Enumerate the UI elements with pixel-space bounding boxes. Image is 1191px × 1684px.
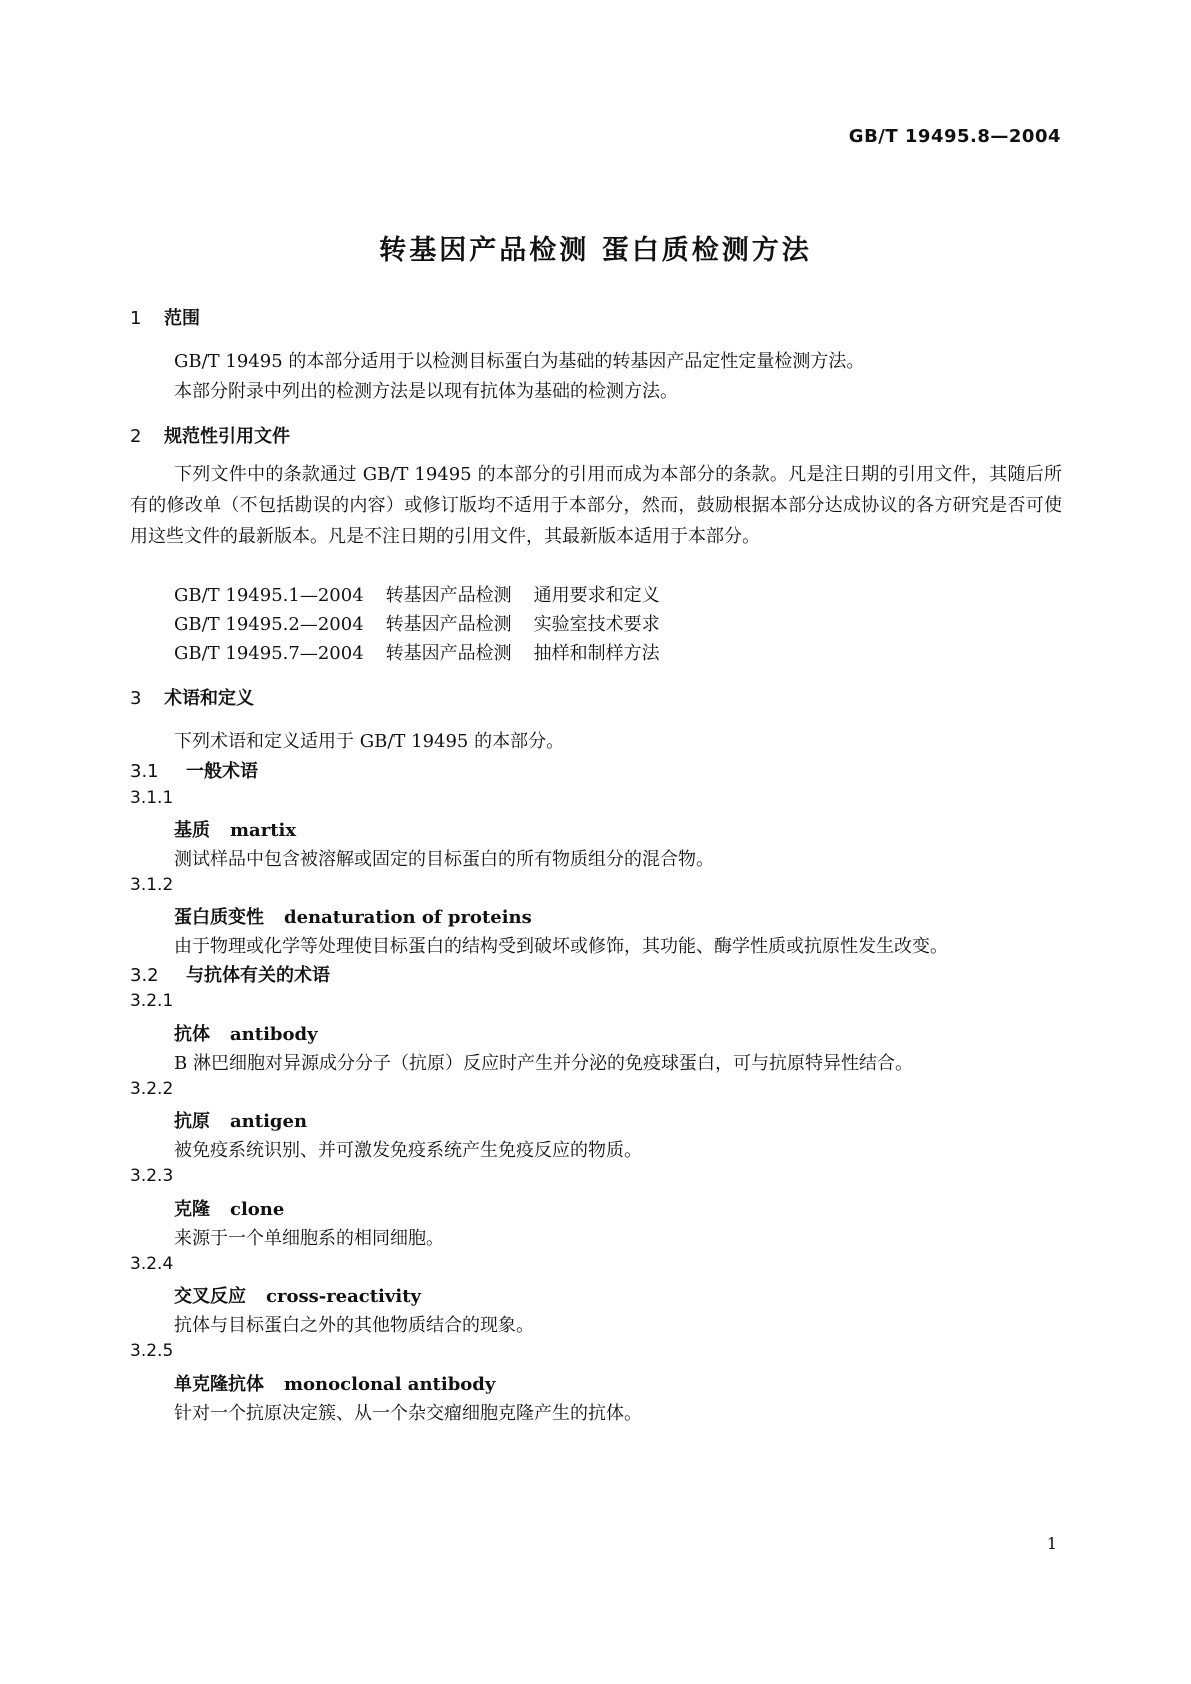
term-number: 3.2.5 — [130, 1341, 174, 1361]
term-number: 3.1.2 — [130, 875, 174, 895]
term-zh: 基质 — [174, 820, 210, 841]
reference-code: GB/T 19495.2—2004 — [174, 614, 364, 635]
term-number: 3.2.1 — [130, 991, 174, 1011]
term-heading — [174, 1020, 318, 1046]
term-en: martix — [230, 820, 297, 841]
reference-code: GB/T 19495.7—2004 — [174, 643, 364, 664]
reference-title: 转基因产品检测 — [385, 585, 512, 606]
scope-paragraph-1: GB/T 19495 的本部分适用于以检测目标蛋白为基础的转基因产品定性定量检测方法。 — [174, 351, 865, 372]
term-en: denaturation of proteins — [284, 907, 532, 928]
term-zh: 蛋白质变性 — [174, 907, 264, 928]
reference-title: 转基因产品检测 — [385, 643, 512, 664]
reference-code: GB/T 19495.1—2004 — [174, 585, 364, 606]
reference-title: 转基因产品检测 — [385, 614, 512, 635]
reference-subtitle: 通用要求和定义 — [533, 585, 660, 606]
term-number: 3.2.2 — [130, 1079, 174, 1099]
term-en: antigen — [230, 1111, 308, 1132]
section-number: 2 — [130, 426, 142, 447]
term-en: cross-reactivity — [266, 1286, 421, 1307]
term-zh: 抗原 — [174, 1111, 210, 1132]
term-number: 3.2.4 — [130, 1254, 174, 1274]
term-number: 3.1.1 — [130, 788, 174, 808]
page-number: 1 — [1046, 1534, 1057, 1553]
term-heading — [174, 903, 532, 929]
term-definition: 来源于一个单细胞系的相同细胞。 — [174, 1228, 444, 1249]
reference-item — [174, 610, 660, 636]
term-zh: 克隆 — [174, 1199, 210, 1220]
term-definition: 由于物理或化学等处理使目标蛋白的结构受到破坏或修饰，其功能、酶学性质或抗原性发生改变。 — [174, 936, 948, 957]
section-number: 3 — [130, 688, 142, 709]
term-en: clone — [230, 1199, 285, 1220]
term-heading — [174, 1282, 421, 1308]
reference-item — [174, 581, 660, 607]
term-definition: 针对一个抗原决定簇、从一个杂交瘤细胞克隆产生的抗体。 — [174, 1403, 642, 1424]
term-definition: 被免疫系统识别、并可激发免疫系统产生免疫反应的物质。 — [174, 1140, 642, 1161]
section-title: 规范性引用文件 — [164, 426, 290, 447]
section-2-heading — [130, 422, 290, 448]
document-title: 转基因产品检测 蛋白质检测方法 — [379, 235, 812, 266]
term-definition: 测试样品中包含被溶解或固定的目标蛋白的所有物质组分的混合物。 — [174, 849, 714, 870]
section-3-heading — [130, 684, 254, 710]
term-zh: 交叉反应 — [174, 1286, 246, 1307]
section-title: 术语和定义 — [164, 688, 254, 709]
term-definition: 抗体与目标蛋白之外的其他物质结合的现象。 — [174, 1315, 534, 1336]
subsection-number: 3.2 — [130, 965, 159, 986]
term-heading — [174, 816, 296, 842]
section-number: 1 — [130, 308, 142, 329]
term-heading — [174, 1107, 307, 1133]
term-heading — [174, 1370, 495, 1396]
document-code: GB/T 19495.8—2004 — [848, 126, 1061, 147]
subsection-3-1-heading — [130, 757, 258, 783]
reference-subtitle: 抽样和制样方法 — [533, 643, 660, 664]
term-en: antibody — [230, 1024, 318, 1045]
terms-intro: 下列术语和定义适用于 GB/T 19495 的本部分。 — [174, 731, 565, 752]
term-number: 3.2.3 — [130, 1166, 174, 1186]
term-zh: 单克隆抗体 — [174, 1374, 264, 1395]
reference-subtitle: 实验室技术要求 — [533, 614, 660, 635]
normative-references-intro: 下列文件中的条款通过 GB/T 19495 的本部分的引用而成为本部分的条款。凡是注日期的引用文件，其随后所有的修改单（不包括勘误的内容）或修订版均不适用于本部分，然而，鼓励根据本部分达成协议的各方研究是否可使用这些文件的最新版本。凡是不注日期的引用文件，其最新版本适用于本部分。 — [130, 464, 1062, 547]
term-definition: B 淋巴细胞对异源成分分子（抗原）反应时产生并分泌的免疫球蛋白，可与抗原特异性结合。 — [174, 1053, 913, 1074]
section-1-heading — [130, 304, 200, 330]
section-title: 范围 — [164, 308, 200, 329]
subsection-3-2-heading — [130, 961, 330, 987]
subsection-number: 3.1 — [130, 761, 159, 782]
reference-item — [174, 639, 660, 665]
term-heading — [174, 1195, 284, 1221]
scope-paragraph-2: 本部分附录中列出的检测方法是以现有抗体为基础的检测方法。 — [174, 381, 678, 402]
subsection-title: 与抗体有关的术语 — [186, 965, 330, 986]
subsection-title: 一般术语 — [186, 761, 258, 782]
term-en: monoclonal antibody — [284, 1374, 496, 1395]
term-zh: 抗体 — [174, 1024, 210, 1045]
